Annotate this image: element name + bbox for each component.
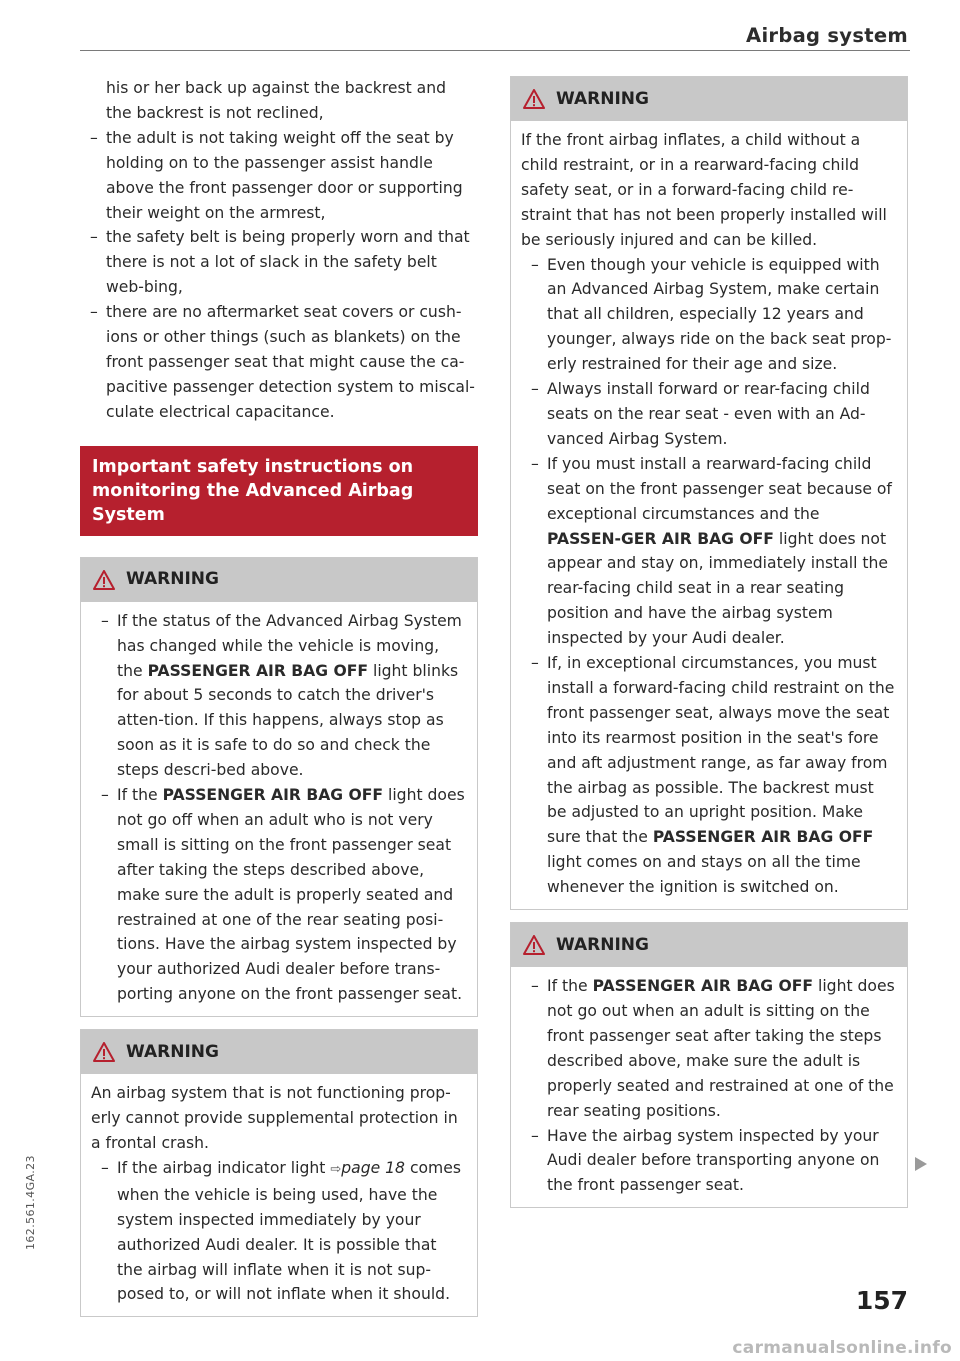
continue-arrow-icon (915, 1157, 927, 1171)
warning-box (80, 1029, 478, 1317)
cross-reference-arrow-icon: ⇨ (330, 1161, 342, 1177)
warning-title: WARNING (556, 88, 649, 109)
warning-triangle-icon (523, 89, 545, 109)
margin-code: 162.561.4GA.23 (24, 1155, 37, 1250)
section-subheading: Important safety instructions on monitoring the Advanced Airbag System (80, 446, 478, 536)
warning-header (511, 77, 907, 121)
warning-header (511, 923, 907, 967)
warning-title: WARNING (126, 1041, 219, 1062)
list-item: – there are no aftermarket seat covers or cush-ions or other things (such as blankets) on the front passenger seat that might cause the ca-pacitive passenger detection system to miscal-culate electrical capacitance. (80, 300, 478, 425)
warning-body (81, 1074, 477, 1316)
warning-box (510, 922, 908, 1208)
item-text: If the (117, 786, 163, 805)
warning-paragraph: If the front airbag inflates, a child without a child restraint, or in a rearward-facing child safety seat, or in a forward-facing child re-straint that has not been properly installed will be seriously injured and can be killed. (521, 131, 887, 249)
warning-body (511, 121, 907, 909)
list-item: – Even though your vehicle is equipped with an Advanced Airbag System, make certain that all children, especially 12 years and younger, always ride on the back seat prop-erly restrained for their age and size. (521, 253, 897, 378)
intro-list (80, 126, 478, 425)
item-text: If, in exceptional circumstances, you must install a forward-facing child restraint on the front passenger seat, always move the seat into its rearmost position in the seat's fore and aft adjustment range, as far away from the airbag as possible. The backrest must be adjusted to an upright position. Make sure that the (547, 654, 895, 847)
warning-body (81, 602, 477, 1017)
list-item: – Have the airbag system inspected by your Audi dealer before transporting anyone on the front passenger seat. (521, 1124, 897, 1199)
left-column (80, 76, 478, 1317)
page-number: 157 (855, 1286, 908, 1315)
list-item: – Always install forward or rear-facing child seats on the rear seat - even with an Ad-vanced Airbag System. (521, 377, 897, 452)
right-column (510, 76, 908, 1208)
list-item: – the adult is not taking weight off the seat by holding on to the passenger assist handle above the front passenger door or supporting their weight on the armrest, (80, 126, 478, 226)
warning-list (91, 1156, 467, 1307)
warning-box (510, 76, 908, 910)
page-reference-link[interactable]: page 18 (341, 1158, 405, 1177)
indicator-light-name: PASSENGER AIR BAG OFF (592, 977, 814, 996)
list-item: – the safety belt is being properly worn and that there is not a lot of slack in the safety belt web-bing, (80, 225, 478, 300)
warning-body (511, 967, 907, 1207)
indicator-light-name: PASSENGER AIR BAG OFF (652, 828, 874, 847)
watermark: carmanualsonline.info (732, 1338, 952, 1358)
warning-triangle-icon (93, 570, 115, 590)
warning-triangle-icon (93, 1042, 115, 1062)
indicator-light-name: PASSENGER AIR BAG OFF (147, 661, 369, 680)
item-text: light does not go off when an adult who is not very small is sitting on the front passenger seat after taking the steps described above, make sure the adult is properly seated and restrained at one of the rear seating posi-tions. Have the airbag system inspected by your authorized Audi dealer before trans-porting anyone on the front passenger seat. (117, 786, 465, 1004)
warning-header (81, 1030, 477, 1074)
item-text: If you must install a rearward-facing child seat on the front passenger seat because of exceptional circumstances and the (547, 454, 892, 523)
list-item (91, 609, 467, 783)
item-text: light does not appear and stay on, immediately install the rear-facing child seat in a rear seating position and have the airbag system inspected by your Audi dealer. (547, 529, 889, 648)
section-title: Airbag system (746, 24, 908, 47)
warning-box (80, 557, 478, 1018)
list-item (521, 974, 897, 1123)
list-item (91, 1156, 467, 1307)
item-text: comes when the vehicle is being used, have the system inspected immediately by your authorized Audi dealer. It is possible that the airbag will inflate when it is not sup-posed to, or will not inflate when it should. (117, 1158, 461, 1304)
warning-triangle-icon (523, 935, 545, 955)
list-item (521, 452, 897, 651)
warning-list (521, 974, 897, 1198)
list-item (91, 783, 467, 1007)
item-text: If the (547, 977, 593, 996)
indicator-light-name: PASSENGER AIR BAG OFF (162, 786, 384, 805)
warning-header (81, 558, 477, 602)
warning-title: WARNING (126, 569, 219, 590)
warning-list (521, 253, 897, 901)
header-rule (80, 50, 910, 51)
warning-paragraph: An airbag system that is not functioning prop-erly cannot provide supplemental protection in a frontal crash. (91, 1084, 458, 1152)
warning-list (91, 609, 467, 1008)
item-text: light blinks for about 5 seconds to catch the driver's atten-tion. If this happens, always stop as soon as it is safe to do so and check the steps descri-bed above. (117, 661, 459, 780)
item-text: light comes on and stays on all the time whenever the ignition is switched on. (547, 853, 861, 897)
item-text: If the airbag indicator light (117, 1158, 331, 1177)
intro-continuation: his or her back up against the backrest and the backrest is not reclined, (106, 79, 447, 122)
item-text: If the status of the Advanced Airbag System has changed while the vehicle is moving, the (117, 611, 462, 680)
indicator-light-name: PASSEN-GER AIR BAG OFF (547, 529, 774, 548)
item-text: light does not go out when an adult is sitting on the front passenger seat after taking the steps described above, make sure the adult is properly seated and restrained at one of the rear seating positions. (547, 977, 895, 1120)
warning-title: WARNING (556, 934, 649, 955)
list-item (521, 651, 897, 900)
